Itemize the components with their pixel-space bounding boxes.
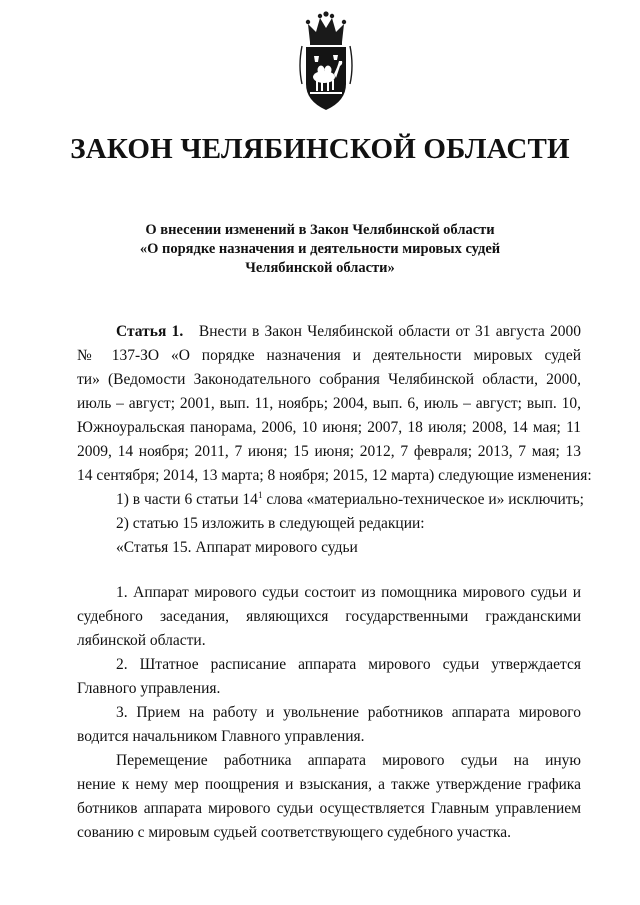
text-line: лябинской области. <box>77 632 206 649</box>
subtitle-line: Челябинской области» <box>245 260 395 276</box>
article-1-first-line-text: Внести в Закон Челябинской области от 31 августа 2000 <box>198 323 581 340</box>
text-line: 2. Штатное расписание аппарата мирового судьи утверждается <box>116 656 581 673</box>
text-line: 3. Прием на работу и увольнение работников аппарата мирового <box>116 704 581 721</box>
text-line: ти» (Ведомости Законодательного собрания Челябинской области, 2000, <box>77 371 581 388</box>
text-line: водится начальником Главного управления. <box>77 728 365 745</box>
text-line: ботников аппарата мирового судьи осуществляется Главным управлением <box>77 800 581 817</box>
text-line: июль – август; 2001, вып. 11, ноябрь; 2004, вып. 6, июль – август; вып. 10, <box>77 395 581 412</box>
law-body <box>77 320 592 845</box>
text-line: 14 сентября; 2014, 13 марта; 8 ноября; 2015, 12 марта) следующие изменения: <box>77 467 592 484</box>
text-line: № 137-ЗО «О порядке назначения и деятельности мировых судей <box>77 347 581 364</box>
subtitle-line: О внесении изменений в Закон Челябинской области <box>145 222 495 238</box>
text-line: Перемещение работника аппарата мирового судьи на иную <box>116 752 581 769</box>
law-subtitle <box>0 221 640 278</box>
text-line: судебного заседания, являющихся государственными гражданскими <box>77 608 581 625</box>
text-line: сованию с мировым судьей соответствующего судебного участка. <box>77 824 511 841</box>
law-title: ЗАКОН ЧЕЛЯБИНСКОЙ ОБЛАСТИ <box>70 133 570 165</box>
article-1-label: Статья 1. <box>116 323 184 340</box>
text-line: нение к нему мер поощрения и взыскания, а также утверждение графика <box>77 776 581 793</box>
text-line: Главного управления. <box>77 680 221 697</box>
subtitle-line: «О порядке назначения и деятельности мировых судей <box>139 241 501 257</box>
text-line: 1. Аппарат мирового судьи состоит из помощника мирового судьи и <box>116 584 581 601</box>
superscript: 1 <box>257 490 263 500</box>
chelyabinsk-coat-of-arms-icon <box>288 6 364 118</box>
text-line: 2009, 14 ноября; 2011, 7 июня; 15 июня; 2012, 7 февраля; 2013, 7 мая; 13 <box>77 443 581 460</box>
amendment-item-2: 2) статью 15 изложить в следующей редакции: <box>116 515 425 532</box>
quoted-article-heading: «Статья 15. Аппарат мирового судьи <box>116 539 358 556</box>
article-1-first-line <box>77 320 581 344</box>
text-line: Южноуральская панорама, 2006, 10 июня; 2007, 18 июля; 2008, 14 мая; 11 <box>77 419 581 436</box>
amendment-item-1: 1) в части 6 статьи $14^1$ слова «материально-техническое и» исключить; <box>116 490 584 508</box>
